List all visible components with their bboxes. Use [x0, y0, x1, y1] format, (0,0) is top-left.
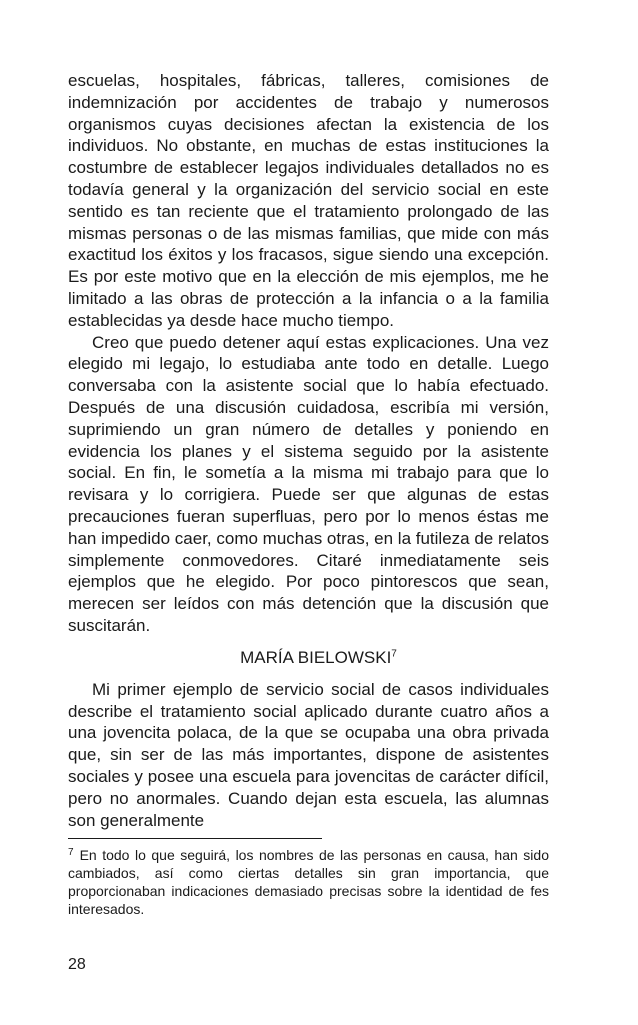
body-paragraph-2: Creo que puedo detener aquí estas explicaciones. Una vez elegido mi legajo, lo estudiaba ante todo en detalle. Luego conversaba con la asistente social que lo había efectuado. Después de una discusión cuidadosa, escribía mi versión, suprimiendo un gran número de detalles y poniendo en evidencia los planes y el sistema seguido por la asistente social. En fin, le sometía a la misma mi trabajo para que lo revisara y lo corrigiera. Puede ser que algunas de estas precauciones fueran superfluas, pero por lo menos éstas me han impedido caer, como muchas otras, en la futileza de relatos simplemente conmovedores. Citaré inmediatamente seis ejemplos que he elegido. Por poco pintorescos que sean, merecen ser leídos con más detención que la discusión que suscitarán.: [68, 332, 549, 635]
footnote-number: 7: [68, 846, 74, 858]
footnote-reference: 7: [391, 648, 397, 660]
page-number: 28: [68, 956, 86, 973]
footnote-divider: [68, 838, 322, 839]
page-content: [68, 70, 549, 918]
body-paragraph-3: Mi primer ejemplo de servicio social de casos individuales describe el tratamiento social aplicado durante cuatro años a una jovencita polaca, de la que se ocupaba una obra privada que, sin ser de las más importantes, dispone de asistentes sociales y posee una escuela para jovencitas de carácter difícil, pero no anormales. Cuando dejan esta escuela, las alumnas son generalmente: [68, 679, 549, 830]
section-heading-text: MARÍA BIELOWSKI: [240, 647, 392, 667]
body-paragraph-1: escuelas, hospitales, fábricas, talleres, comisiones de indemnización por accidentes de trabajo y numerosos organismos cuyas decisiones afectan la existencia de los individuos. No obstante, en muchas de estas instituciones la costumbre de establecer legajos individuales detallados no es todavía general y la organización del servicio social en este sentido es tan reciente que el tratamiento prolongado de las mismas personas o de las mismas familias, que mide con más exactitud los éxitos y los fracasos, sigue siendo una excepción. Es por este motivo que en la elección de mis ejemplos, me he limitado a las obras de protección a la infancia o a la familia establecidas ya desde hace mucho tiempo.: [68, 71, 549, 330]
section-heading: [68, 647, 549, 669]
footnote-text: En todo lo que seguirá, los nombres de las personas en causa, han sido cambiados, así como ciertas detalles sin gran importancia, que proporcionaban indicaciones demasiado precisas sobre la identidad de fes interesados.: [68, 847, 549, 918]
footnote: [68, 846, 549, 918]
